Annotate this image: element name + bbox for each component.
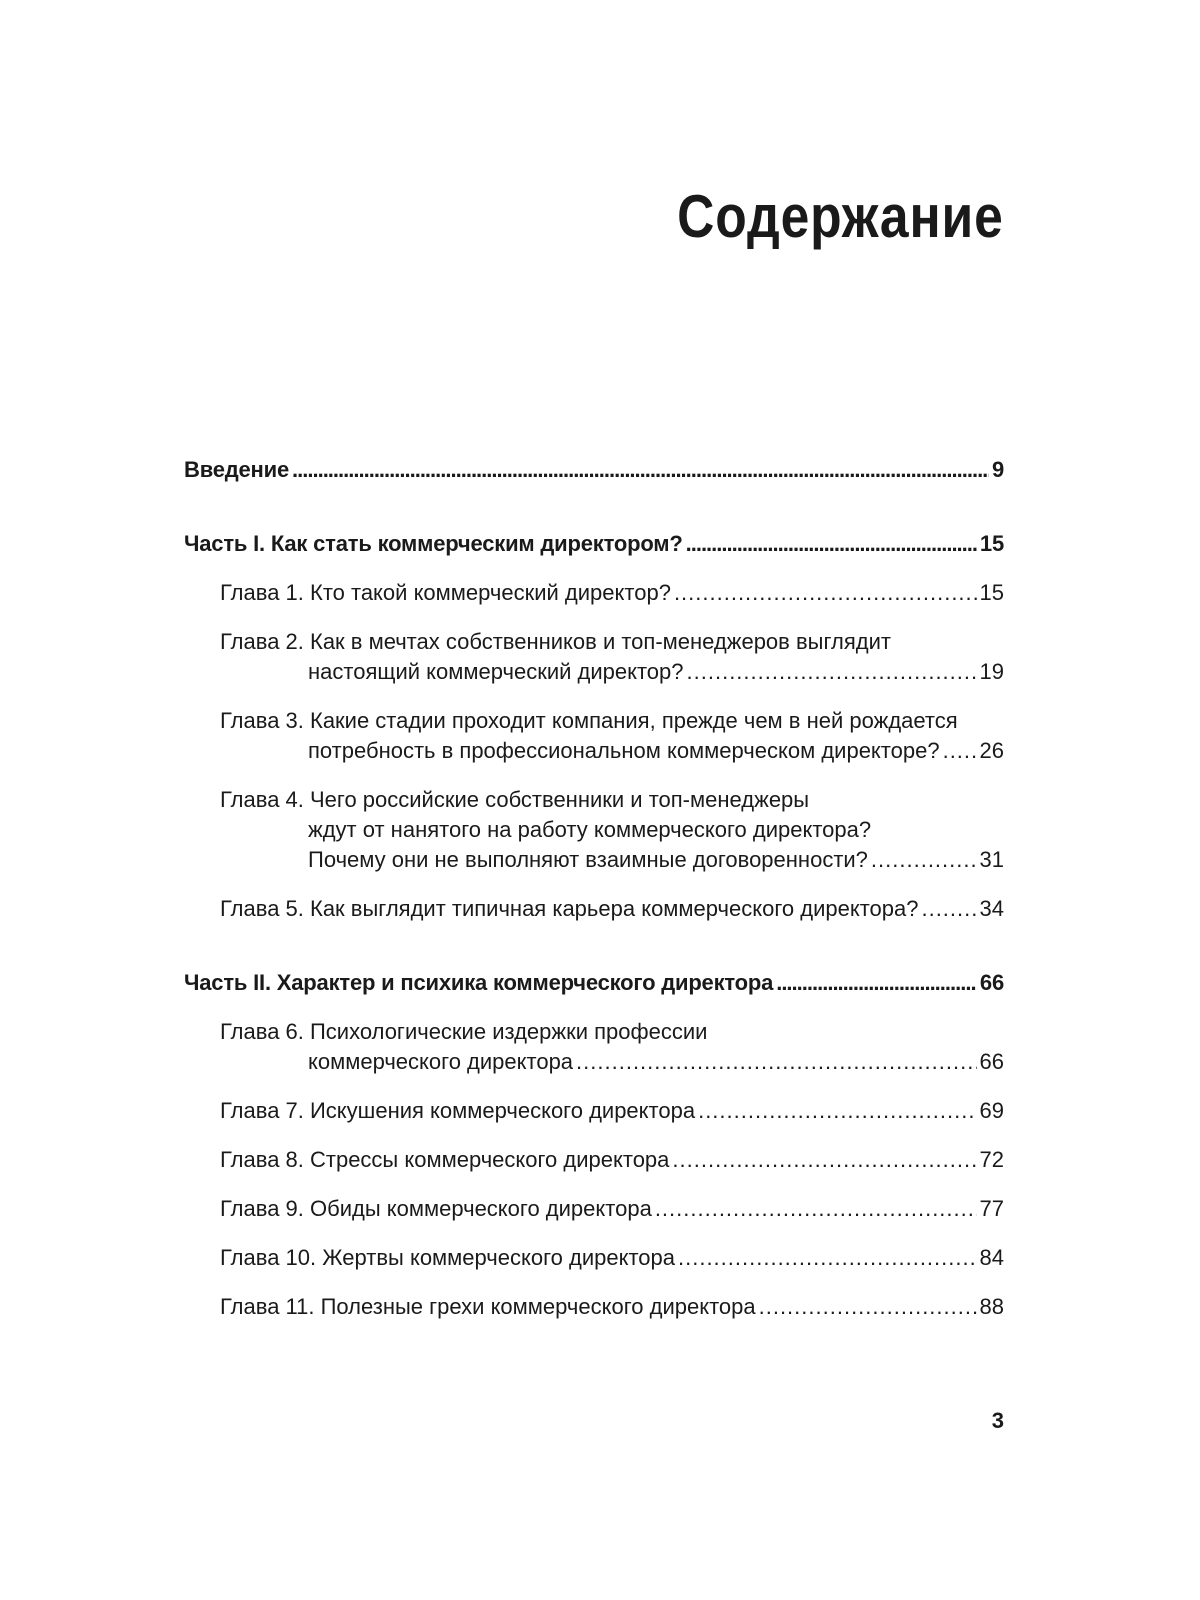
toc-chapter-8[interactable] <box>184 1145 1004 1175</box>
table-of-contents <box>184 455 1004 1322</box>
toc-entry-label: Глава 5. Как выглядит типичная карьера коммерческого директора? <box>220 896 919 921</box>
toc-entry-page: 26 <box>979 738 1004 763</box>
dot-leader <box>871 845 977 875</box>
dot-leader <box>698 1096 976 1126</box>
dot-leader <box>678 1243 977 1273</box>
toc-entry-page: 69 <box>979 1098 1004 1123</box>
toc-entry-page: 15 <box>979 531 1004 556</box>
toc-entry-page: 66 <box>979 1049 1004 1074</box>
toc-entry-page: 66 <box>979 970 1004 995</box>
toc-entry-label: ждут от нанятого на работу коммерческого директора? <box>308 817 872 842</box>
toc-entry-label: Глава 1. Кто такой коммерческий директор? <box>220 580 671 605</box>
toc-entry-label: настоящий коммерческий директор? <box>308 659 684 684</box>
toc-entry-page: 34 <box>979 896 1004 921</box>
toc-entry-page: 72 <box>979 1147 1004 1172</box>
toc-chapter-7[interactable] <box>184 1096 1004 1126</box>
toc-entry-label: Почему они не выполняют взаимные договоренности? <box>308 847 868 872</box>
toc-entry-page: 19 <box>979 659 1004 684</box>
dot-leader <box>687 657 977 687</box>
toc-entry-label: Глава 8. Стрессы коммерческого директора <box>220 1147 670 1172</box>
toc-part-2 <box>184 968 1004 998</box>
toc-entry-page: 15 <box>979 580 1004 605</box>
toc-entry-label: Глава 10. Жертвы коммерческого директора <box>220 1245 675 1270</box>
dot-leader <box>921 894 976 924</box>
toc-entry-label: Глава 2. Как в мечтах собственников и топ-менеджеров выглядит <box>220 629 891 654</box>
toc-chapter-11[interactable] <box>184 1292 1004 1322</box>
toc-part-1 <box>184 529 1004 559</box>
toc-entry-label: Глава 6. Психологические издержки профессии <box>220 1019 708 1044</box>
toc-entry-label: Глава 9. Обиды коммерческого директора <box>220 1196 652 1221</box>
toc-entry[interactable] <box>184 529 1004 559</box>
dot-leader <box>943 736 977 766</box>
toc-entry[interactable] <box>184 968 1004 998</box>
toc-entry-label: Введение <box>184 457 290 482</box>
toc-chapter-3[interactable] <box>184 706 1004 766</box>
toc-chapter-9[interactable] <box>184 1194 1004 1224</box>
toc-entry-label: Глава 4. Чего российские собственники и топ-менеджеры <box>220 787 810 812</box>
toc-entry-label: Часть I. Как стать коммерческим директором? <box>184 531 683 556</box>
toc-entry-label: Глава 3. Какие стадии проходит компания, прежде чем в ней рождается <box>220 708 958 733</box>
toc-intro <box>184 455 1004 485</box>
toc-chapter-6[interactable] <box>184 1017 1004 1077</box>
toc-chapter-4[interactable] <box>184 785 1004 875</box>
toc-entry-page: 88 <box>979 1294 1004 1319</box>
toc-entry-label: потребность в профессиональном коммерческом директоре? <box>308 738 940 763</box>
toc-entry-page: 31 <box>979 847 1004 872</box>
toc-entry-page: 77 <box>979 1196 1004 1221</box>
dot-leader <box>759 1292 977 1322</box>
toc-entry-page: 9 <box>991 457 1004 482</box>
dot-leader <box>655 1194 977 1224</box>
dot-leader <box>776 968 977 998</box>
toc-chapter-5[interactable] <box>184 894 1004 924</box>
page-number: 3 <box>991 1408 1004 1433</box>
dot-leader <box>686 529 977 559</box>
toc-entry-label: Часть II. Характер и психика коммерческого директора <box>184 970 774 995</box>
toc-chapter-1[interactable] <box>184 578 1004 608</box>
dot-leader <box>292 455 989 485</box>
toc-entry-label: Глава 11. Полезные грехи коммерческого директора <box>220 1294 756 1319</box>
toc-entry-label: Глава 7. Искушения коммерческого директора <box>220 1098 696 1123</box>
toc-entry-page: 84 <box>979 1245 1004 1270</box>
toc-chapter-10[interactable] <box>184 1243 1004 1273</box>
page-title: Содержание <box>677 183 1004 250</box>
dot-leader <box>576 1047 976 1077</box>
toc-entry-label: коммерческого директора <box>308 1049 574 1074</box>
dot-leader <box>674 578 977 608</box>
toc-chapter-2[interactable] <box>184 627 1004 687</box>
dot-leader <box>672 1145 976 1175</box>
toc-entry[interactable] <box>184 455 1004 485</box>
